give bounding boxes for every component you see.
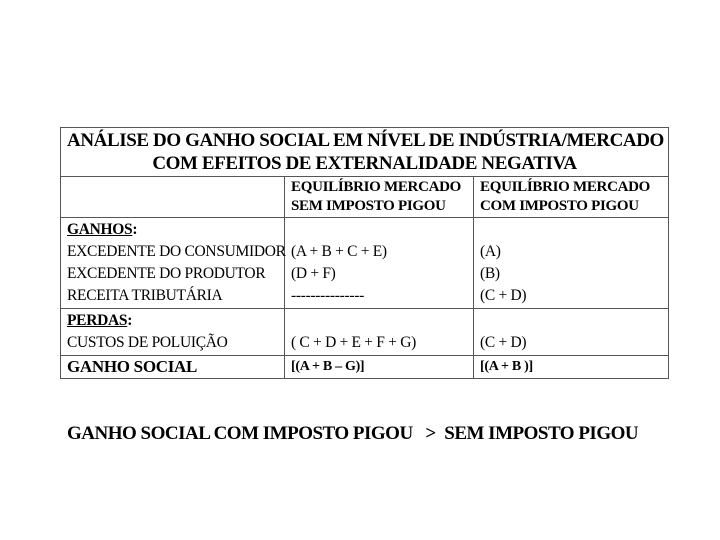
ganhos-row xyxy=(61,218,669,309)
analysis-table xyxy=(60,127,669,379)
conclusion-text: GANHO SOCIAL COM IMPOSTO PIGOU > SEM IMPOSTO PIGOU xyxy=(67,423,639,444)
sem-receita-tributaria: --------------- xyxy=(291,287,364,304)
table-title xyxy=(61,128,669,177)
sem-excedente-produtor: (D + F) xyxy=(291,265,336,282)
ganho-social-com: [(A + B )] xyxy=(474,356,669,379)
ganho-social-sem: [(A + B – G)] xyxy=(285,356,474,379)
perdas-sem-values xyxy=(285,309,474,356)
header-sem-line-2: SEM IMPOSTO PIGOU xyxy=(291,198,446,214)
label-excedente-consumidor: EXCEDENTE DO CONSUMIDOR xyxy=(67,243,286,260)
perdas-labels xyxy=(61,309,285,356)
ganhos-title-colon: : xyxy=(132,221,138,238)
ganhos-title xyxy=(67,219,278,241)
com-receita-tributaria: (C + D) xyxy=(480,287,527,304)
ganho-social-row xyxy=(61,356,669,379)
header-empty-cell xyxy=(61,177,285,218)
label-excedente-produtor: EXCEDENTE DO PRODUTOR xyxy=(67,265,266,282)
ganhos-sem-values xyxy=(285,218,474,309)
header-row xyxy=(61,177,669,218)
ganhos-labels xyxy=(61,218,285,309)
perdas-title-colon: : xyxy=(127,312,133,329)
header-com-line-1: EQUILÍBRIO MERCADO xyxy=(480,179,651,195)
header-com-line-2: COM IMPOSTO PIGOU xyxy=(480,198,639,214)
title-row xyxy=(61,128,669,177)
header-com-imposto xyxy=(474,177,669,218)
title-line-1: ANÁLISE DO GANHO SOCIAL EM NÍVEL DE INDÚSTRIA/MERCADO xyxy=(67,130,664,151)
com-custos-poluicao: (C + D) xyxy=(480,334,527,351)
com-excedente-produtor: (B) xyxy=(480,265,500,282)
label-custos-poluicao: CUSTOS DE POLUIÇÃO xyxy=(67,334,228,351)
perdas-row xyxy=(61,309,669,356)
title-line-2: COM EFEITOS DE EXTERNALIDADE NEGATIVA xyxy=(152,153,577,174)
label-receita-tributaria: RECEITA TRIBUTÁRIA xyxy=(67,287,223,304)
sem-custos-poluicao: ( C + D + E + F + G) xyxy=(291,334,416,351)
perdas-com-values xyxy=(474,309,669,356)
ganhos-com-values xyxy=(474,218,669,309)
perdas-title-text: PERDAS xyxy=(67,312,128,329)
com-excedente-consumidor: (A) xyxy=(480,243,501,260)
header-sem-imposto xyxy=(285,177,474,218)
ganho-social-label: GANHO SOCIAL xyxy=(61,356,285,379)
header-sem-line-1: EQUILÍBRIO MERCADO xyxy=(291,179,462,195)
perdas-title xyxy=(67,310,278,332)
sem-excedente-consumidor: (A + B + C + E) xyxy=(291,243,387,260)
ganhos-title-text: GANHOS xyxy=(67,221,133,238)
